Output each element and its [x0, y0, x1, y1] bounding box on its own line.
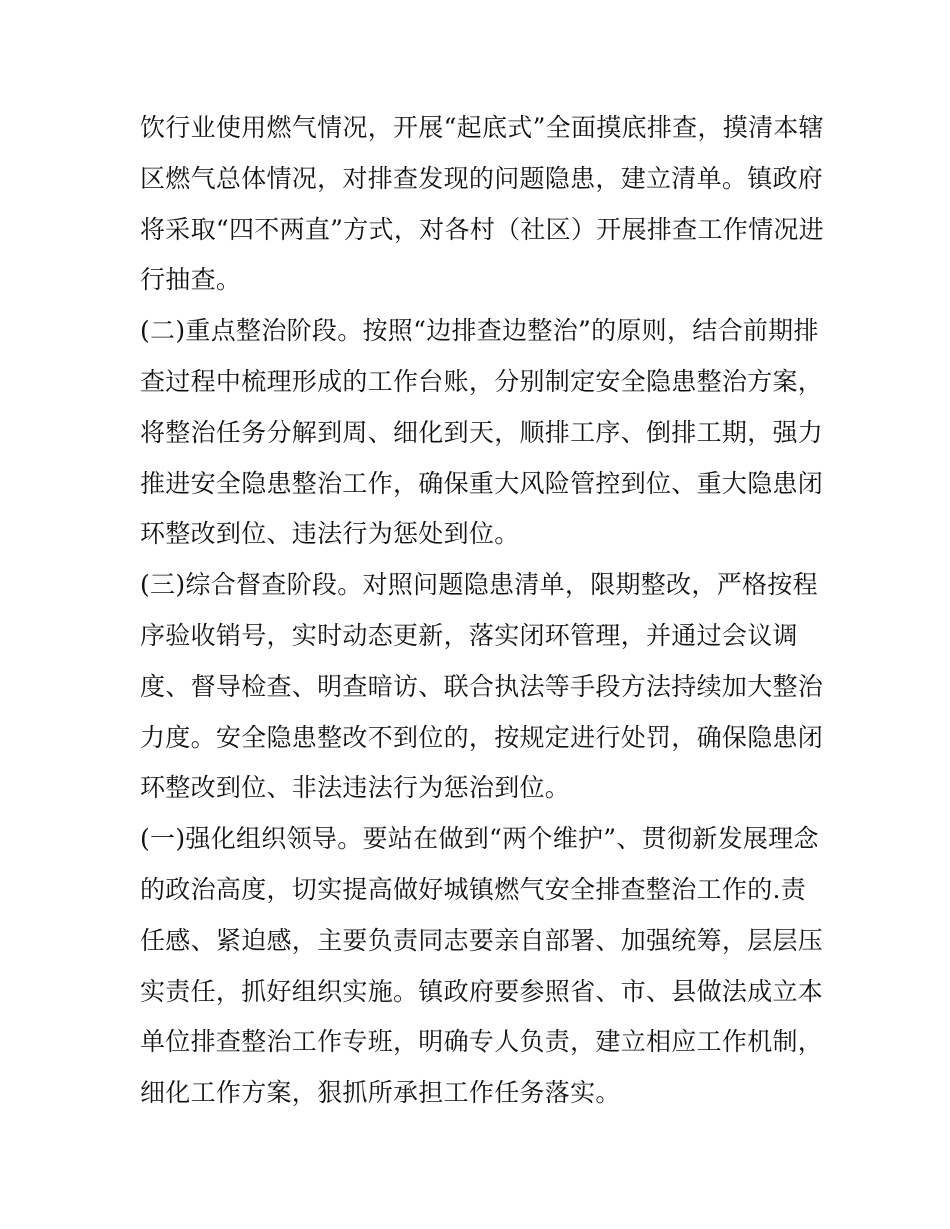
text-line: 实责任，抓好组织实施。镇政府要参照省、市、县做法成立本	[140, 976, 824, 1006]
text-line: 力度。安全隐患整改不到位的，按规定进行处罚，确保隐患闭	[140, 722, 824, 752]
text-line: 区燃气总体情况，对排查发现的问题隐患，建立清单。镇政府	[140, 163, 824, 193]
text-line: 任感、紧迫感，主要负责同志要亲自部署、加强统筹，层层压	[140, 925, 824, 955]
text-line: 度、督导检查、明查暗访、联合执法等手段方法持续加大整治	[140, 671, 824, 701]
text-line: 将采取“四不两直”方式，对各村（社区）开展排查工作情况进	[140, 214, 824, 244]
text-line: 行抽查。	[140, 265, 242, 295]
text-line: 查过程中梳理形成的工作台账，分别制定安全隐患整治方案，	[140, 366, 824, 396]
text-line: (三)综合督查阶段。对照问题隐患清单，限期整改，严格按程	[140, 570, 818, 600]
text-line: 将整治任务分解到周、细化到天，顺排工序、倒排工期，强力	[140, 417, 824, 447]
text-line: 环整改到位、违法行为惩处到位。	[140, 519, 520, 549]
text-line: 序验收销号，实时动态更新，落实闭环管理，并通过会议调	[140, 620, 798, 650]
text-line: (一)强化组织领导。要站在做到“两个维护”、贯彻新发展理念	[140, 824, 819, 854]
text-line: 的政治高度，切实提高做好城镇燃气安全排查整治工作的.责	[140, 874, 807, 904]
body-text	[140, 103, 830, 1119]
text-line: 单位排查整治工作专班，明确专人负责，建立相应工作机制，	[140, 1027, 824, 1057]
text-line: (二)重点整治阶段。按照“边排查边整治”的原则，结合前期排	[140, 316, 819, 346]
text-line: 环整改到位、非法违法行为惩治到位。	[140, 773, 571, 803]
text-line: 饮行业使用燃气情况，开展“起底式”全面摸底排查，摸清本辖	[140, 113, 824, 142]
text-line: 细化工作方案，狠抓所承担工作任务落实。	[140, 1078, 621, 1108]
text-line: 推进安全隐患整治工作，确保重大风险管控到位、重大隐患闭	[140, 468, 824, 498]
